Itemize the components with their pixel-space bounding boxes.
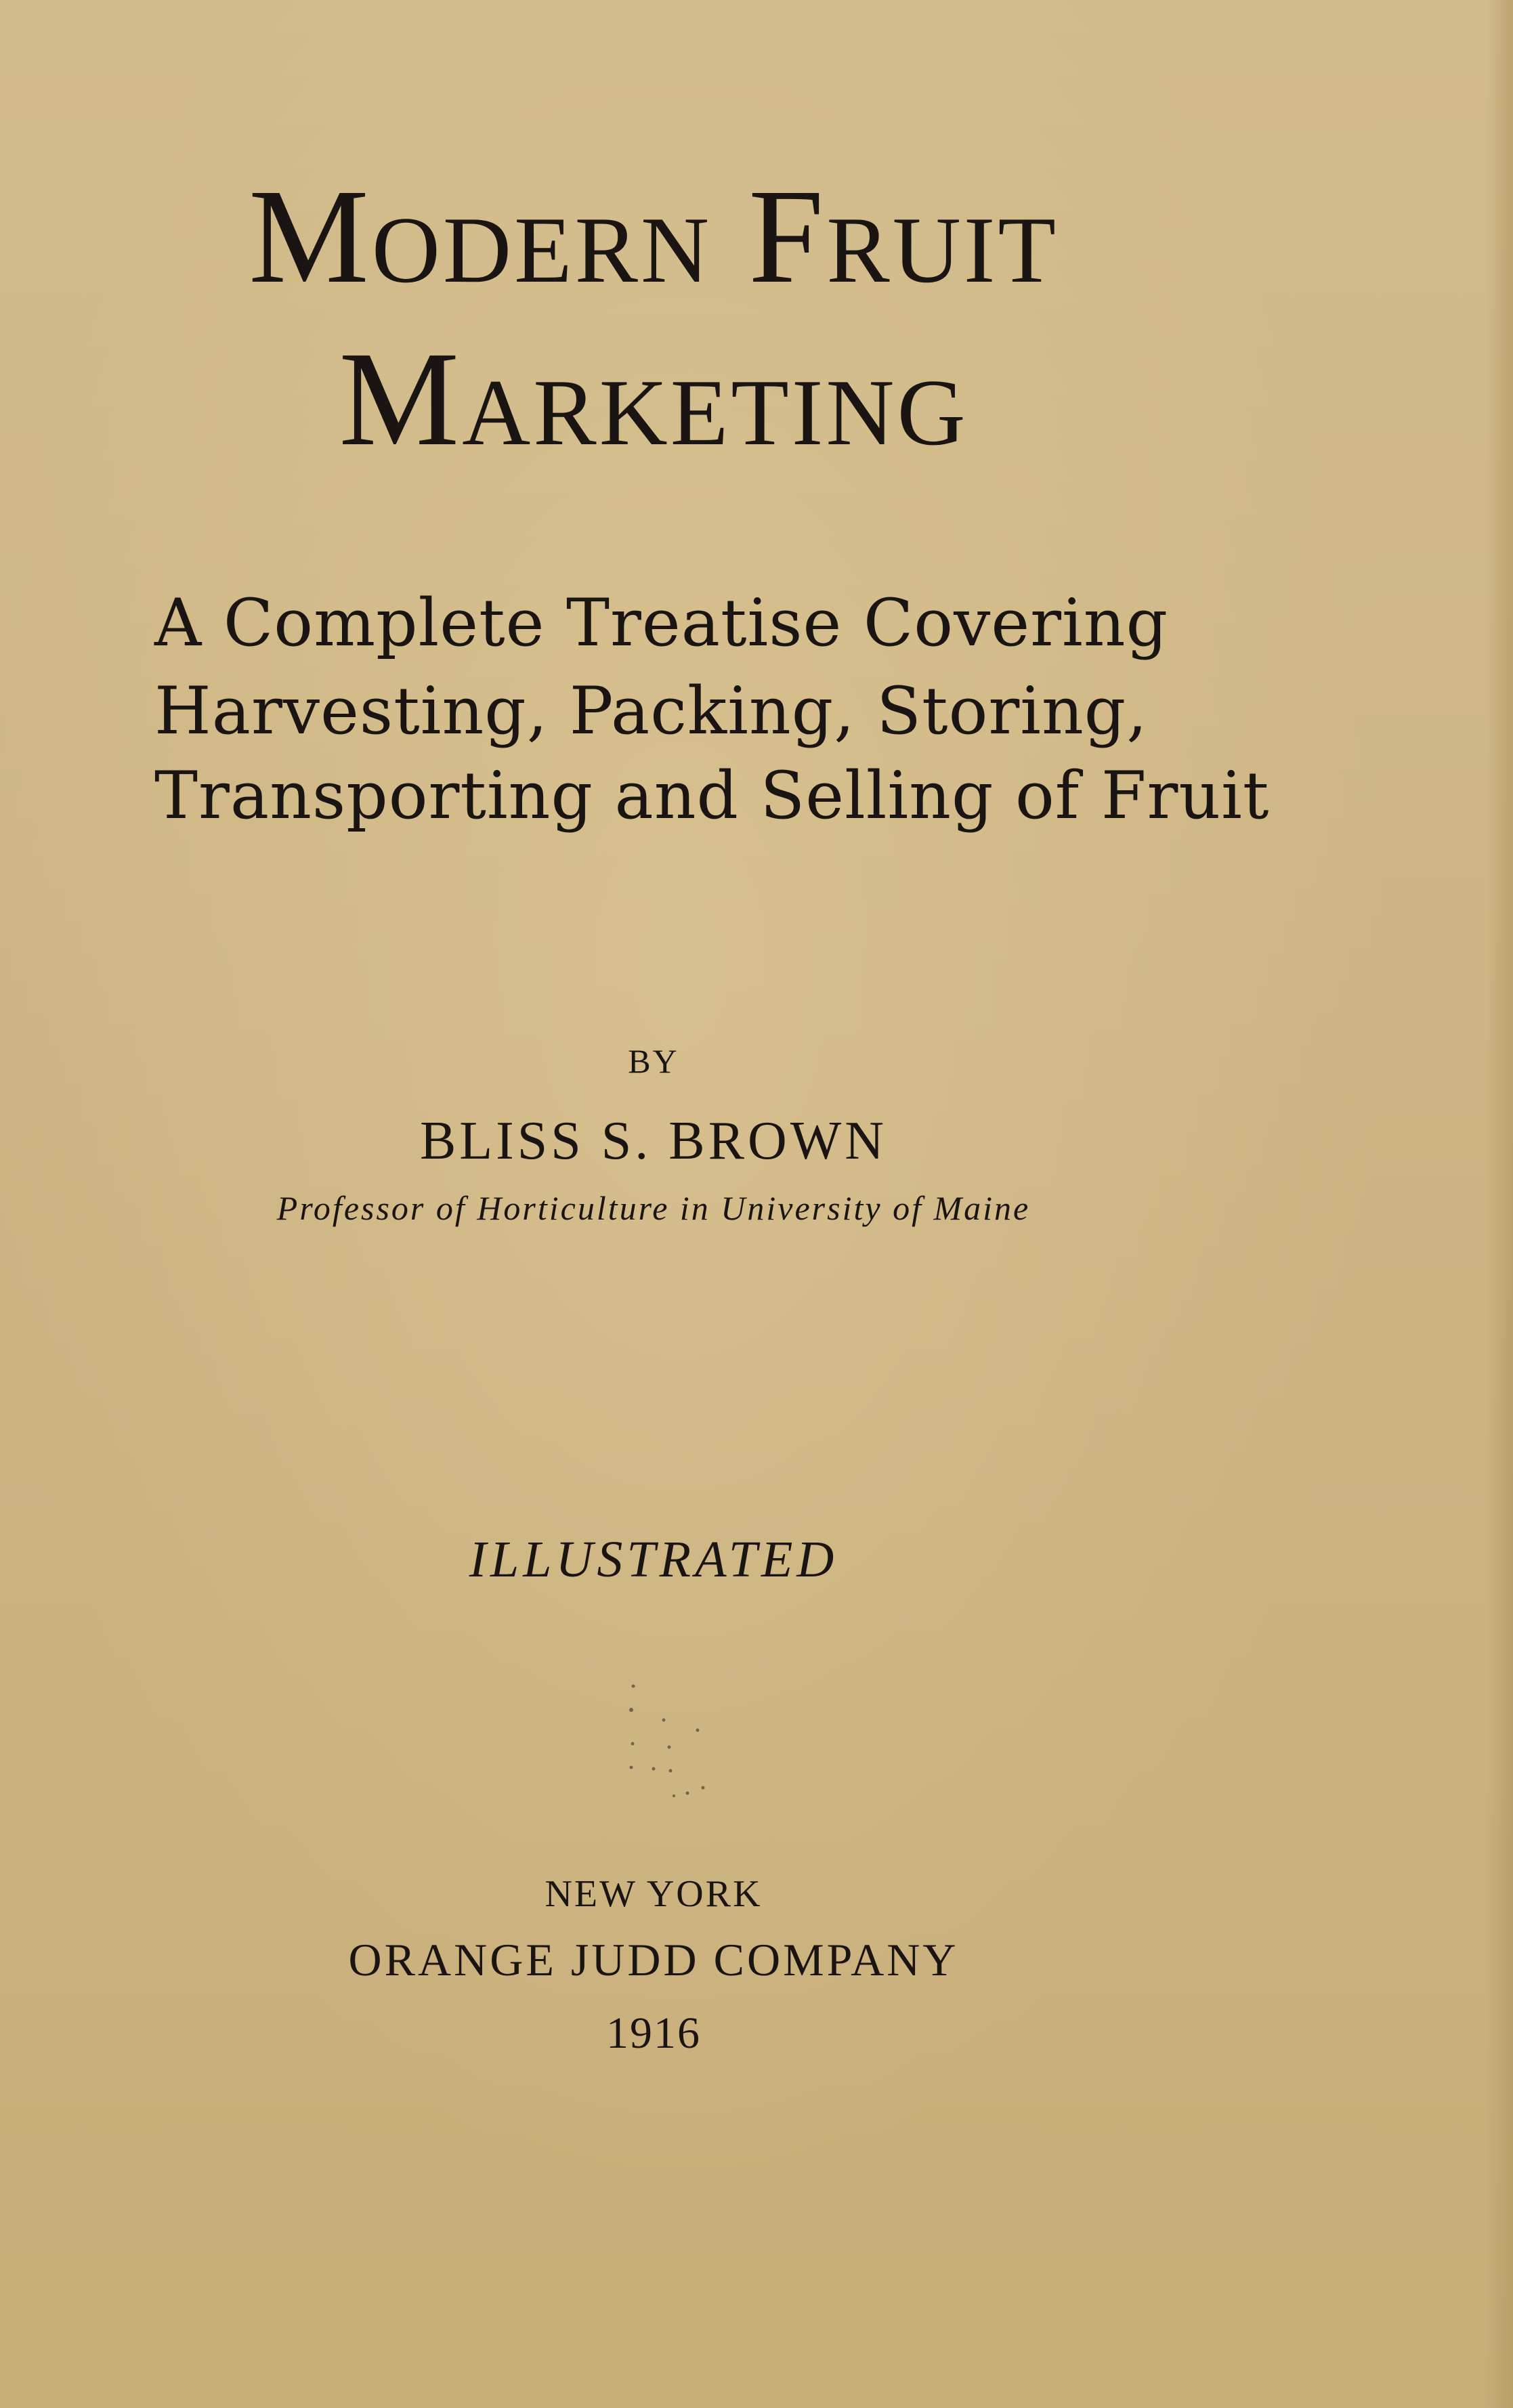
author-name: BLISS S. BROWN	[419, 1111, 888, 1171]
by-label: BY	[628, 1042, 679, 1080]
subtitle-line-2: Harvesting, Packing, Storing,	[154, 673, 1148, 749]
book-title-line-2: Marketing	[339, 324, 968, 474]
page-edge-shadow	[1486, 0, 1513, 2408]
publisher-name: ORANGE JUDD COMPANY	[348, 1934, 959, 1985]
printer-specks-ornament	[623, 1679, 718, 1815]
author-title: Professor of Horticulture in University of Maine	[276, 1189, 1031, 1227]
illustrated-note: ILLUSTRATED	[469, 1531, 838, 1588]
subtitle-line-3: Transporting and Selling of Fruit	[154, 758, 1270, 834]
subtitle-line-1: A Complete Treatise Covering	[154, 585, 1169, 661]
publisher-city: NEW YORK	[545, 1873, 763, 1915]
publication-year: 1916	[606, 2008, 701, 2058]
book-title-line-1: Modern Fruit	[249, 162, 1059, 311]
